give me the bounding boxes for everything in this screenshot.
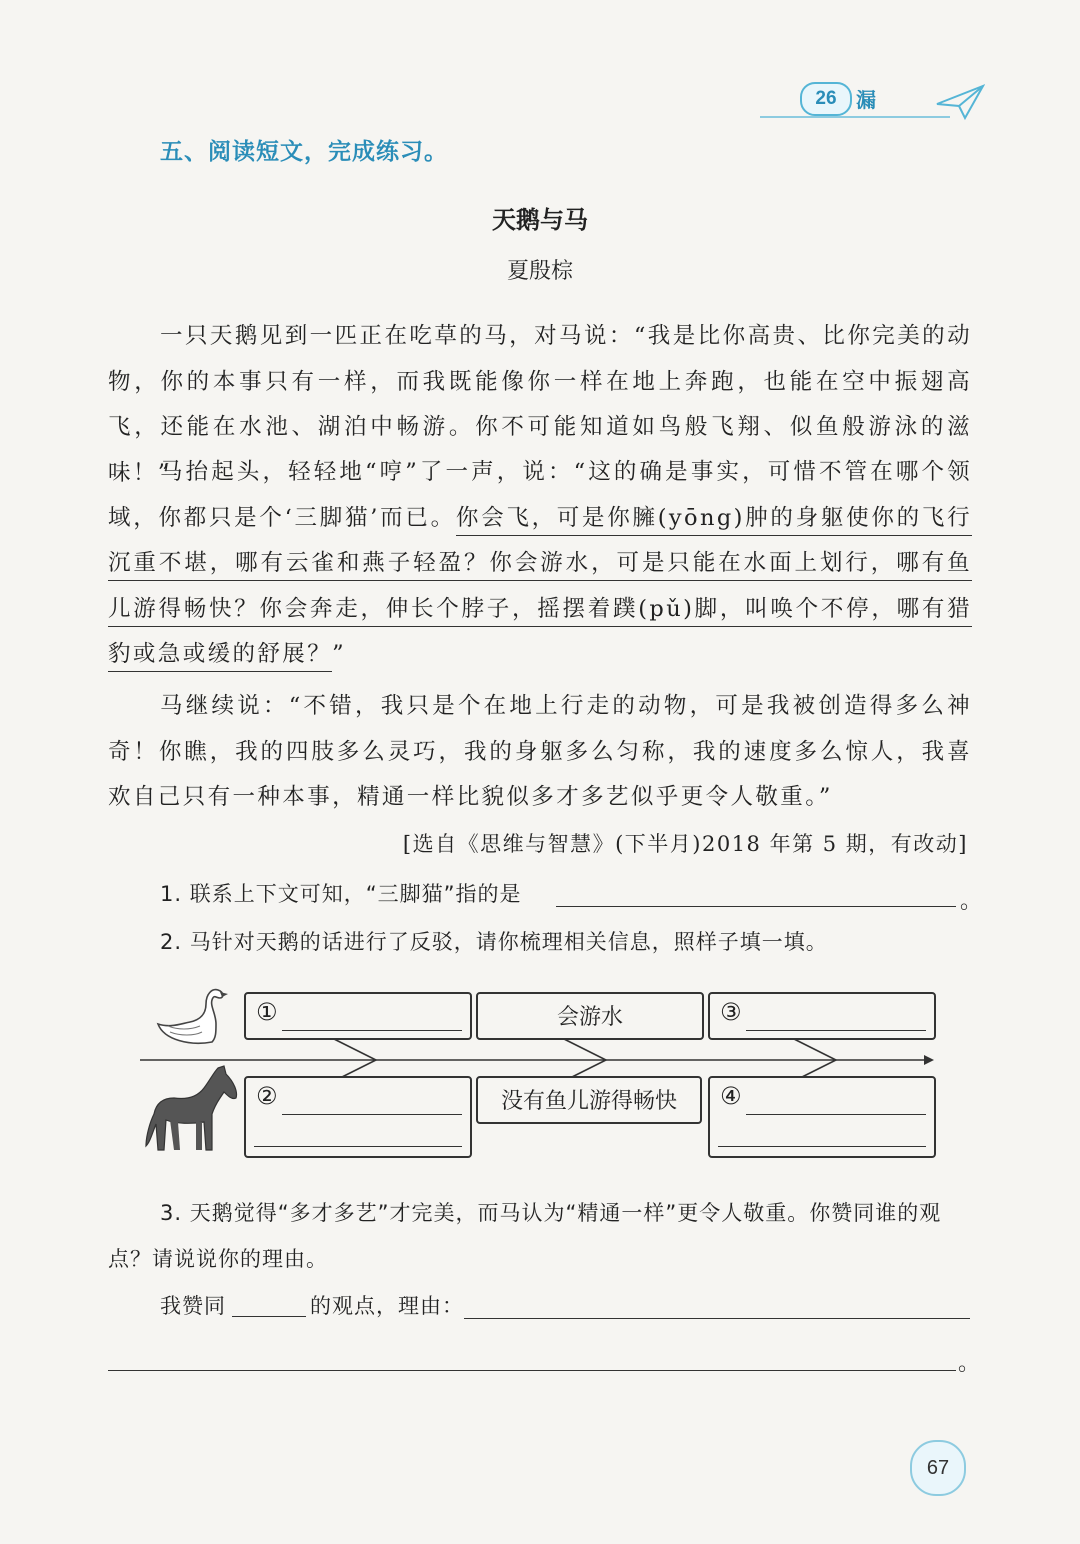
box-4-number: ④ (720, 1082, 742, 1110)
box-3-number: ③ (720, 998, 742, 1026)
box-4-answer-line-2[interactable] (718, 1146, 926, 1147)
paragraph-1: 一只天鹅见到一匹正在吃草的马，对马说：“我是比你高贵、比你完美的动物，你的本事只有一样，而我既能像你一样在地上奔跑，也能在空中振翅高飞，还能在水池、湖泊中畅游。你不可能知道如鸟般飞翔、似鱼般游泳的滋味！” (108, 323, 972, 486)
box-2 (244, 1076, 472, 1158)
unit-number-badge: 26 (800, 82, 852, 116)
question-3: 3. 天鹅觉得“多才多艺”才完美，而马认为“精通一样”更令人敬重。你赞同谁的观点？请说说你的理由。 (108, 1201, 942, 1271)
section-title: 五、阅读短文，完成练习。 (160, 138, 448, 164)
paragraph-3: 马继续说：“不错，我只是个在地上行走的动物，可是我被创造得多么神奇！你瞧，我的四肢多么灵巧，我的身躯多么匀称，我的速度多么惊人，我喜欢自己只有一种本事，精通一样比貌似多才多艺似乎更令人敬重。” (108, 693, 972, 810)
story-author: 夏殷棕 (506, 259, 573, 284)
q3-reason-line-2[interactable] (108, 1370, 956, 1371)
question-2: 2. 马针对天鹅的话进行了反驳，请你梳理相关信息，照样子填一填。 (160, 930, 828, 954)
box-1-answer-line[interactable] (282, 1030, 462, 1031)
header-rule (760, 116, 950, 118)
unit-header (760, 76, 990, 126)
question-1: 1. 联系上下文可知，“三脚猫”指的是 (160, 882, 522, 906)
box-4-answer-line-1[interactable] (746, 1114, 926, 1115)
box-1 (244, 992, 472, 1040)
paragraph-2-end: ” (332, 641, 347, 667)
q3-reason-line-1[interactable] (464, 1318, 970, 1319)
paragraph-2-plain: 马抬起头，轻轻地“哼”了一声，说：“这的确是事实，可惜不管在哪个领域，你都只是个‘三脚猫’而已。 (108, 459, 972, 531)
box-1-number: ① (256, 998, 278, 1026)
box-example-bottom (476, 1076, 702, 1124)
box-example-top (476, 992, 704, 1040)
unit-title: 漏 (856, 90, 876, 112)
q3-choice-line[interactable] (232, 1316, 306, 1317)
paper-plane-icon (935, 82, 985, 122)
story-title: 天鹅与马 (492, 206, 588, 234)
q3-answer-mid: 的观点，理由： (310, 1294, 464, 1318)
box-3 (708, 992, 936, 1040)
box-4 (708, 1076, 936, 1158)
q1-answer-line[interactable] (556, 906, 956, 907)
q3-answer-prefix: 我赞同 (160, 1294, 226, 1318)
q1-period: 。 (960, 889, 983, 914)
box-2-answer-line-1[interactable] (282, 1114, 462, 1115)
source-citation: [选自《思维与智慧》(下半月)2018 年第 5 期，有改动] (402, 832, 968, 856)
paragraph-2 (108, 450, 972, 678)
underlined-passage: 你会飞，可是你臃(yōng)肿的身躯使你的飞行沉重不堪，哪有云雀和燕子轻盈？你会游水，可是只能在水面上划行，哪有鱼儿游得畅快？你会奔走，伸长个脖子，摇摆着蹼(pǔ)脚，叫唤个不停，哪有猎豹或急或缓的舒展？ (108, 505, 972, 673)
q3-period: 。 (958, 1351, 981, 1376)
box-2-answer-line-2[interactable] (254, 1146, 462, 1147)
box-example-top-text: 会游水 (556, 1005, 623, 1030)
box-3-answer-line[interactable] (746, 1030, 926, 1031)
box-example-bottom-text: 没有鱼儿游得畅快 (500, 1089, 677, 1114)
page-number: 67 (910, 1440, 966, 1496)
box-2-number: ② (256, 1082, 278, 1110)
